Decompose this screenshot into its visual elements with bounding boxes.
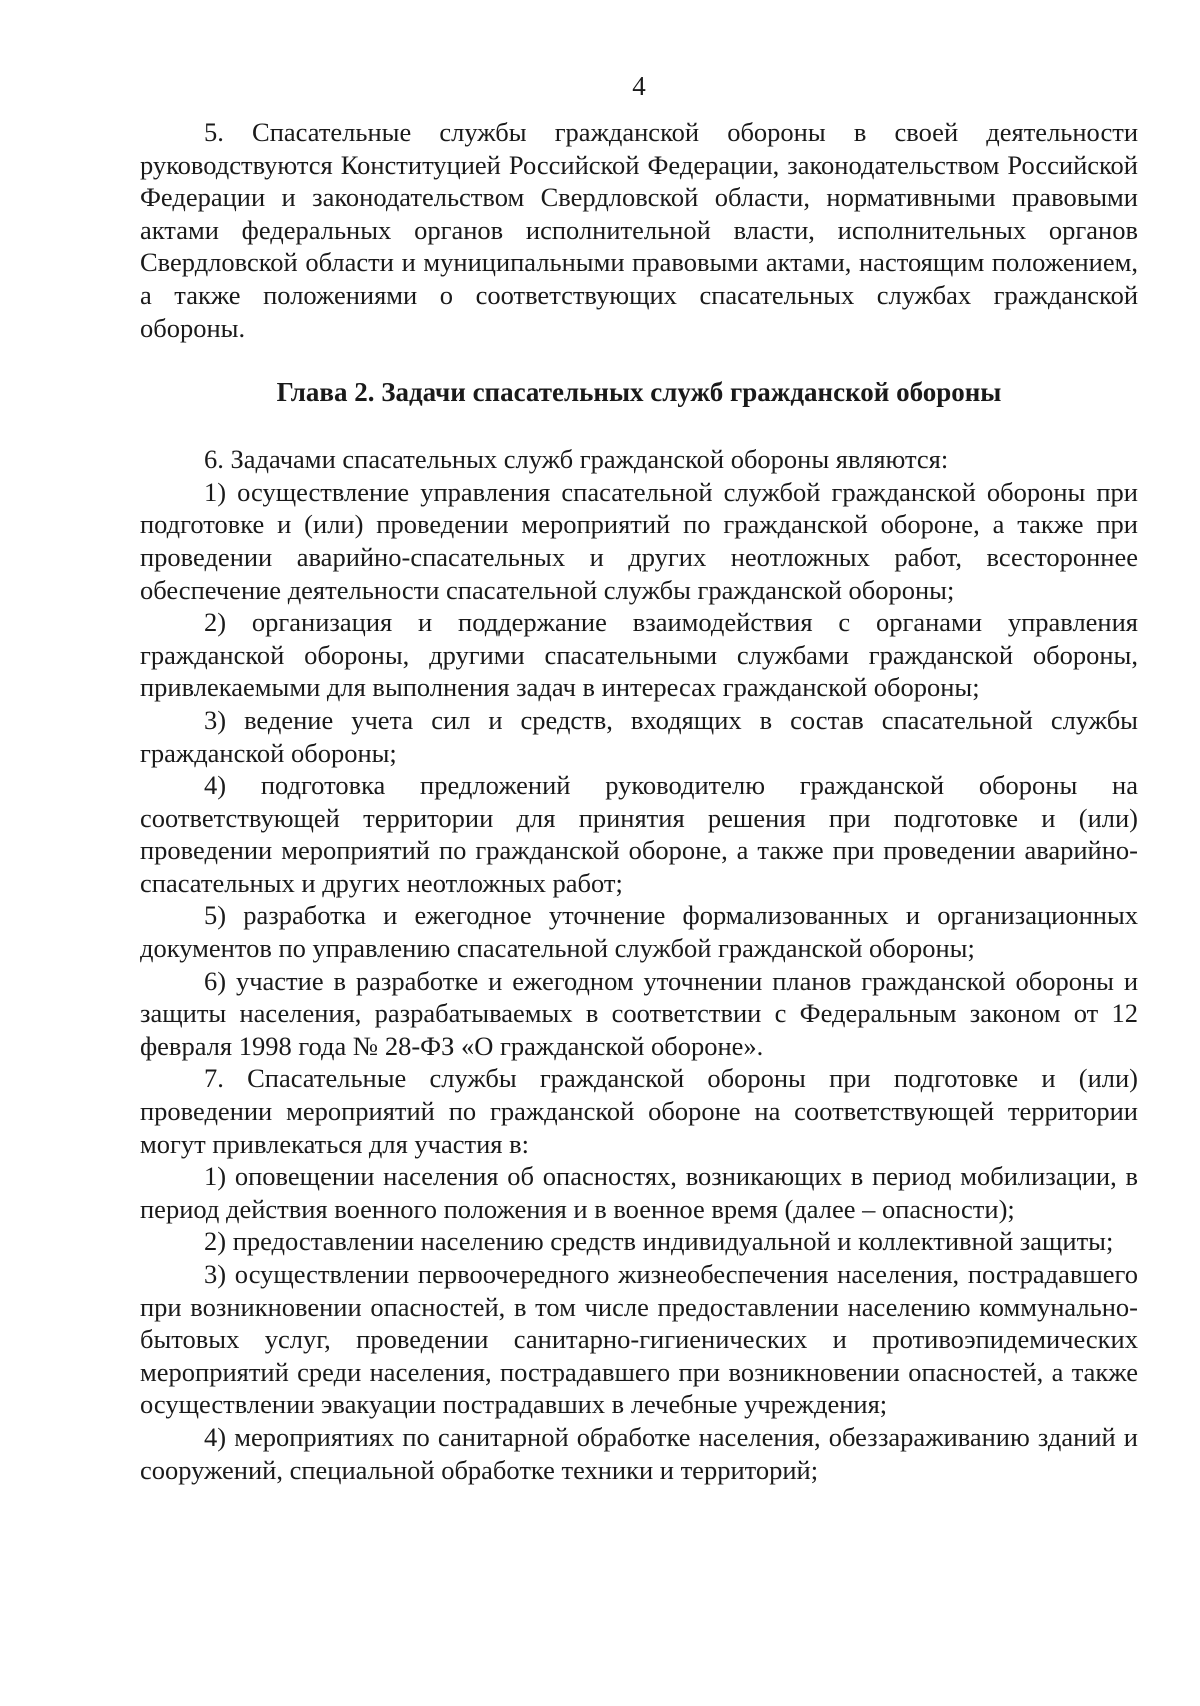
- paragraph-5: 5. Спасательные службы гражданской обороны в своей деятельности руководствуются Конституцией Российской Федерации, законодательством Российской Федерации и законодательством Свердловской области, нормативными правовыми актами федеральных органов исполнительной власти, исполнительных органов Свердловской области и муниципальными правовыми актами, настоящим положением, а также положениями о соответствующих спасательных службах гражданской обороны.: [140, 117, 1138, 343]
- paragraph-6-item-1: 1) осуществление управления спасательной службой гражданской обороны при подготовке и (или) проведении мероприятий по гражданской обороне, а также при проведении аварийно-спасательных и других неотложных работ, всестороннее обеспечение деятельности спасательной службы гражданской обороны;: [140, 476, 1138, 605]
- chapter-title: Глава 2. Задачи спасательных служб гражданской обороны: [276, 377, 1002, 408]
- document-page: [140, 70, 1138, 1486]
- paragraph-6-item-5: 5) разработка и ежегодное уточнение формализованных и организационных документов по управлению спасательной службой гражданской обороны;: [140, 900, 1138, 964]
- paragraph-7-item-3: 3) осуществлении первоочередного жизнеобеспечения населения, пострадавшего при возникновении опасностей, в том числе предоставлении населению коммунально-бытовых услуг, проведении санитарно-гигиенических и противоэпидемических мероприятий среди населения, пострадавшего при возникновении опасностей, а также осуществлении эвакуации пострадавших в лечебные учреждения;: [140, 1259, 1138, 1420]
- paragraph-6-item-6: 6) участие в разработке и ежегодном уточнении планов гражданской обороны и защиты населения, разрабатываемых в соответствии с Федеральным законом от 12 февраля 1998 года № 28-ФЗ «О гражданской обороне».: [140, 965, 1138, 1061]
- paragraph-7-item-4: 4) мероприятиях по санитарной обработке населения, обеззараживанию зданий и сооружений, специальной обработке техники и территорий;: [140, 1421, 1138, 1485]
- paragraph-6-item-4: 4) подготовка предложений руководителю гражданской обороны на соответствующей территории для принятия решения при подготовке и (или) проведении мероприятий по гражданской обороне, а также при проведении аварийно-спасательных и других неотложных работ;: [140, 770, 1138, 898]
- paragraph-6: 6. Задачами спасательных служб гражданской обороны являются:: [204, 444, 949, 475]
- paragraph-7-item-2: 2) предоставлении населению средств индивидуальной и коллективной защиты;: [204, 1226, 1114, 1257]
- page-number: 4: [632, 71, 646, 101]
- paragraph-6-item-2: 2) организация и поддержание взаимодействия с органами управления гражданской обороны, другими спасательными службами гражданской обороны, привлекаемыми для выполнения задач в интересах гражданской обороны;: [140, 607, 1138, 703]
- paragraph-7: 7. Спасательные службы гражданской обороны при подготовке и (или) проведении мероприятий по гражданской обороне на соответствующей территории могут привлекаться для участия в:: [140, 1063, 1138, 1159]
- paragraph-7-item-1: 1) оповещении населения об опасностях, возникающих в период мобилизации, в период действия военного положения и в военное время (далее – опасности);: [140, 1161, 1138, 1224]
- paragraph-6-item-3: 3) ведение учета сил и средств, входящих в состав спасательной службы гражданской обороны;: [140, 704, 1138, 768]
